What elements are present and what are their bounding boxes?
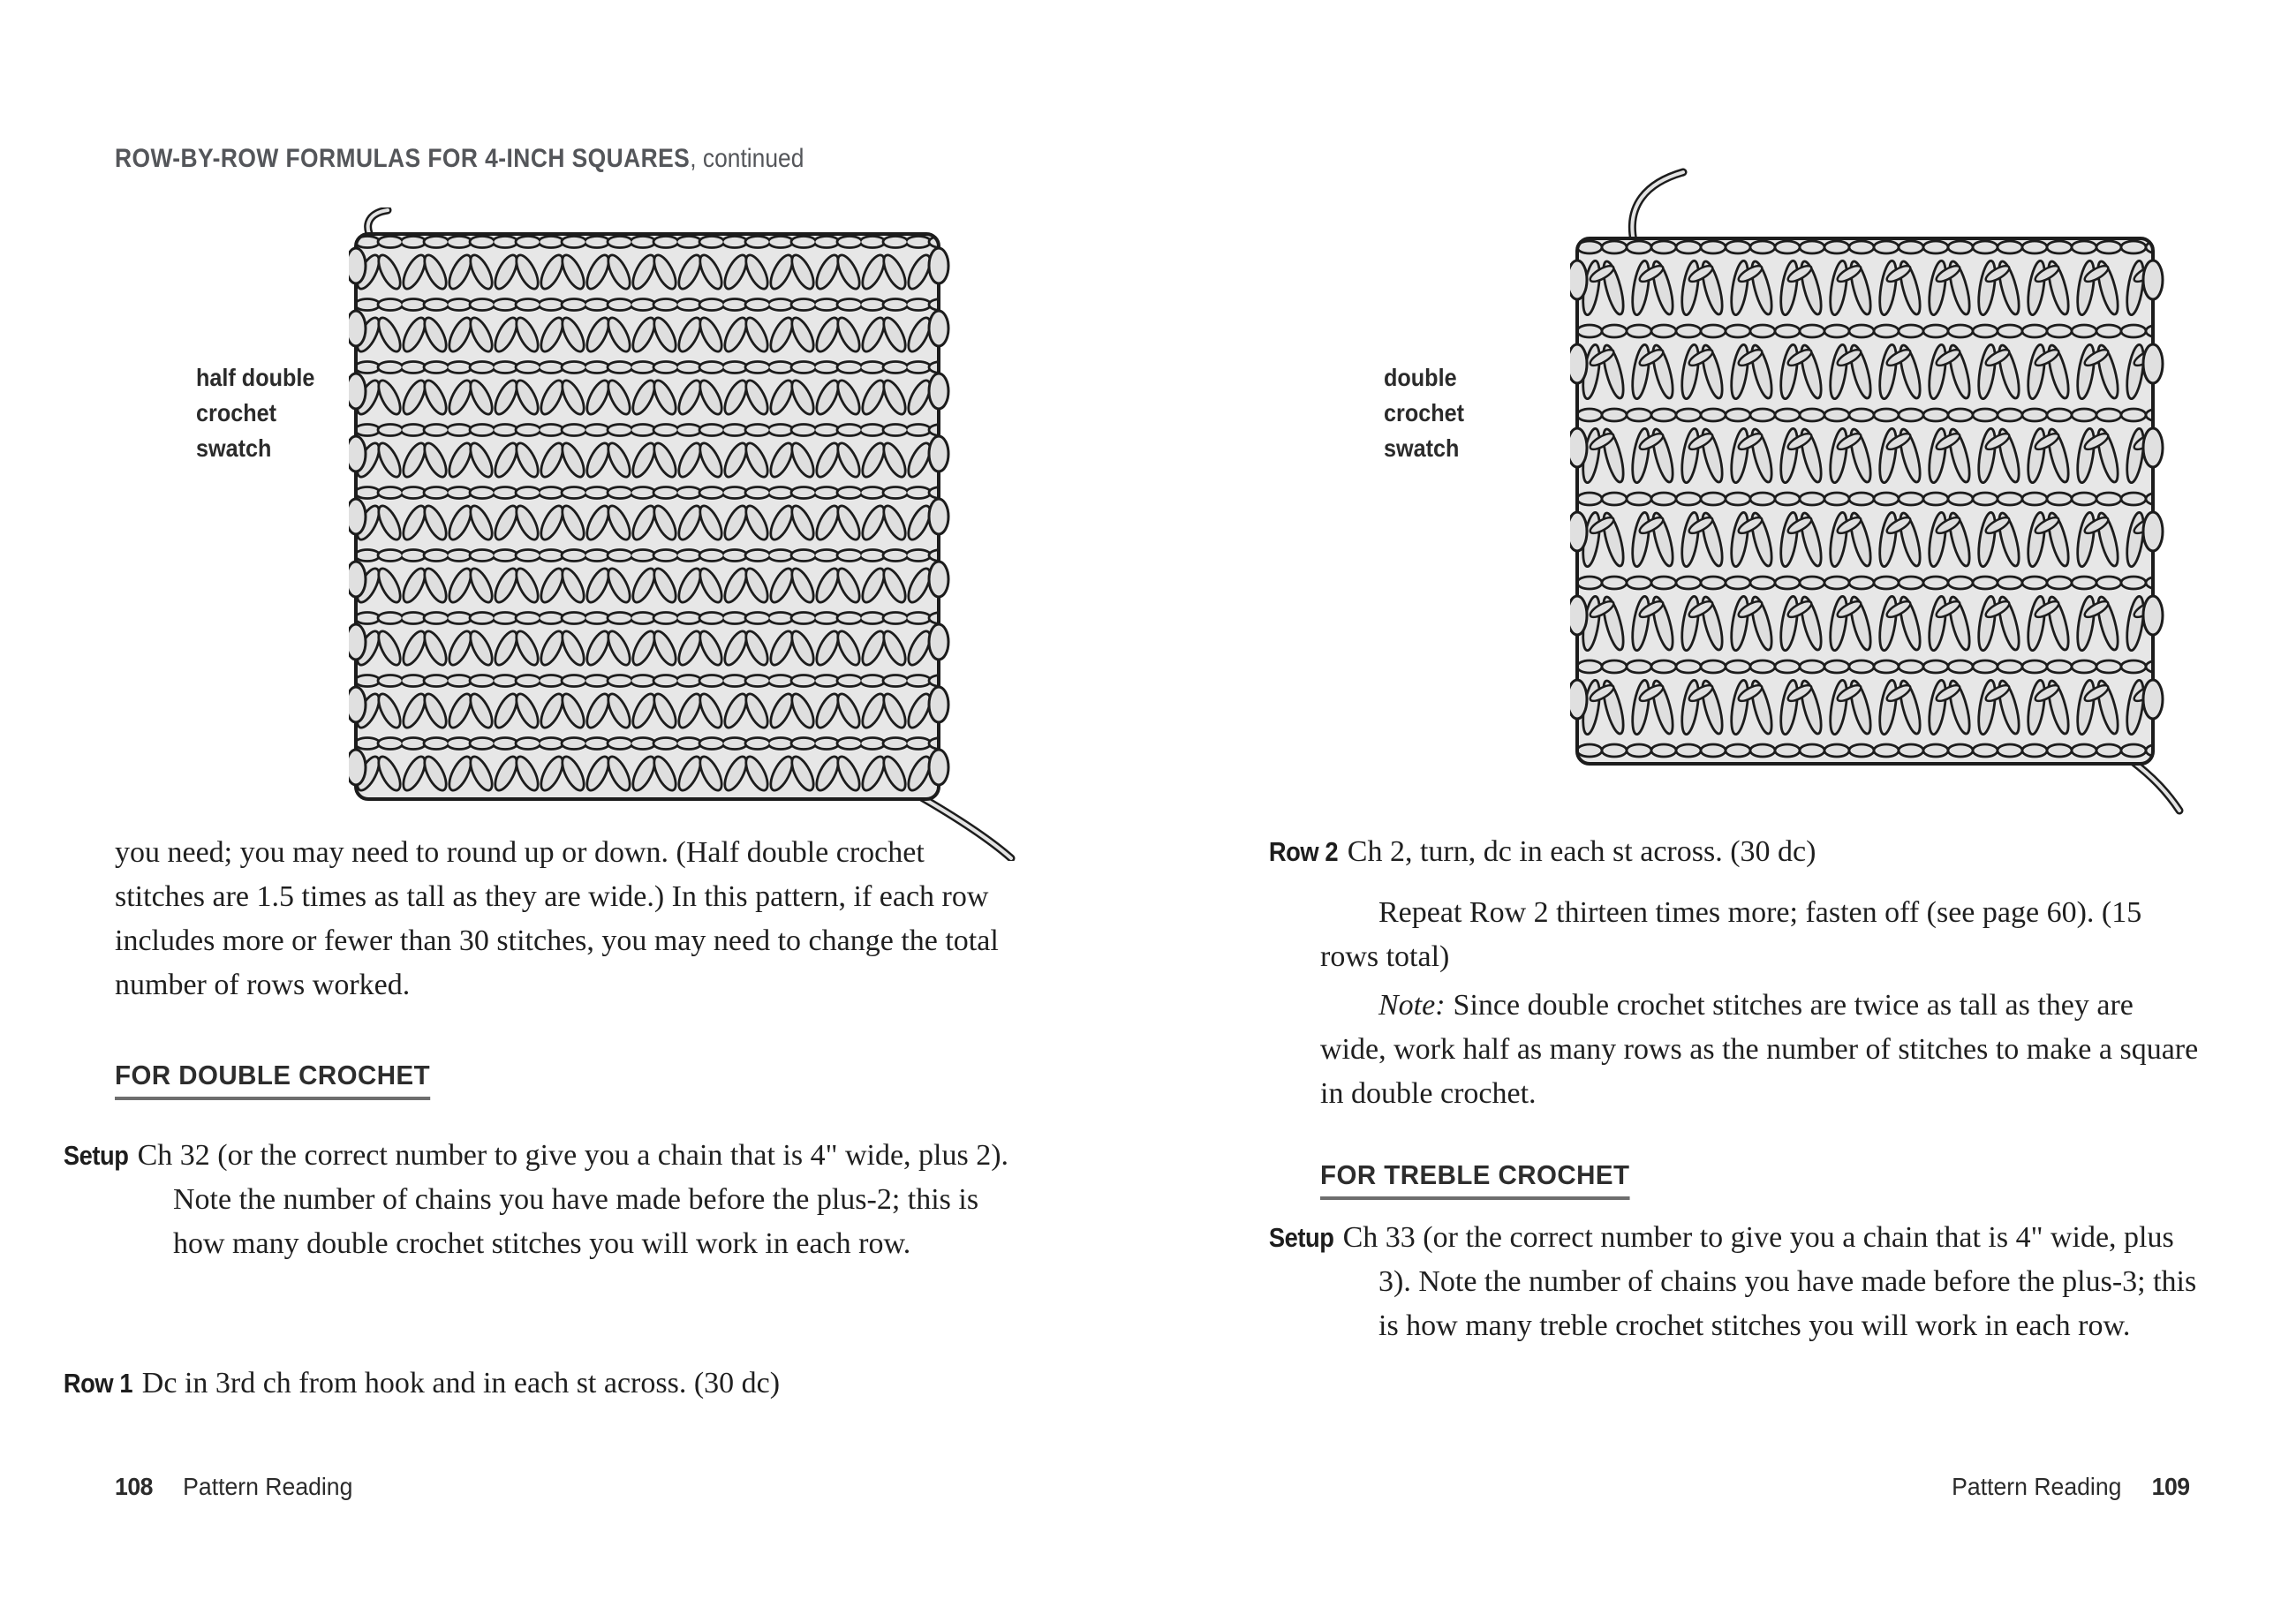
setup-label: Setup xyxy=(1268,1222,1334,1253)
page-number: 109 xyxy=(2152,1473,2190,1500)
row2-label: Row 2 xyxy=(1268,836,1339,867)
repeat-paragraph: Repeat Row 2 thirteen times more; fasten off (see page 60). (15 rows total) xyxy=(1320,896,2142,973)
running-header xyxy=(115,144,804,174)
footer-section-title: Pattern Reading xyxy=(1952,1473,2122,1500)
setup-text: Ch 32 (or the correct number to give you a chain that is 4" wide, plus 2). Note the number of chains you have made before the plus-2; this is how many double crochet stitches you will work in each row. xyxy=(137,1139,1009,1260)
intro-paragraph: you need; you may need to round up or down. (Half double crochet stitches are 1.5 times as tall as they are wide.) In this pattern, if each row includes more or fewer than 30 stitches, you may need to change the total number of rows worked. xyxy=(115,836,999,1001)
double-crochet-swatch-illustration xyxy=(1570,163,2188,821)
setup-paragraph-double-crochet xyxy=(63,1134,1033,1266)
row2-text: Ch 2, turn, dc in each st across. (30 dc) xyxy=(1347,835,1816,868)
swatch-fabric xyxy=(1577,238,2153,764)
swatch-fabric xyxy=(356,234,939,799)
section-heading-double-crochet: FOR DOUBLE CROCHET xyxy=(115,1060,430,1100)
setup-paragraph-treble-crochet xyxy=(1268,1216,2212,1348)
caption-line: half double xyxy=(196,364,315,391)
setup-label: Setup xyxy=(63,1140,129,1171)
running-header-continued: , continued xyxy=(690,144,804,173)
row1-label: Row 1 xyxy=(63,1368,133,1399)
caption-line: swatch xyxy=(1384,434,1460,462)
caption-line: crochet xyxy=(196,399,277,426)
section-heading-treble-crochet: FOR TREBLE CROCHET xyxy=(1320,1160,1629,1200)
setup-text: Ch 33 (or the correct number to give you a chain that is 4" wide, plus 3). Note the number of chains you have made before the plus-3; this is how many treble crochet stitches you will work in each row. xyxy=(1342,1221,2197,1342)
note-paragraph xyxy=(1320,984,2203,1116)
half-double-crochet-swatch-illustration xyxy=(349,207,1016,861)
half-double-crochet-swatch-caption xyxy=(196,360,314,466)
note-text: Since double crochet stitches are twice as tall as they are wide, work half as many rows as the number of stitches to make a square in double crochet. xyxy=(1320,989,2199,1110)
right-page-footer xyxy=(1952,1473,2190,1501)
double-crochet-swatch-caption xyxy=(1384,360,1464,466)
row1-paragraph xyxy=(63,1362,1051,1406)
running-header-title: ROW-BY-ROW FORMULAS FOR 4-INCH SQUARES xyxy=(115,144,691,173)
caption-line: double xyxy=(1384,364,1457,391)
yarn-tail-bottom xyxy=(2131,760,2179,811)
page-number: 108 xyxy=(115,1473,153,1500)
caption-line: swatch xyxy=(196,434,272,462)
row1-text: Dc in 3rd ch from hook and in each st across. (30 dc) xyxy=(141,1367,781,1400)
left-page-footer xyxy=(115,1473,352,1501)
yarn-tail-top xyxy=(1632,172,1683,241)
note-label: Note: xyxy=(1378,989,1446,1022)
footer-section-title: Pattern Reading xyxy=(183,1473,353,1500)
row2-paragraph xyxy=(1268,830,2203,874)
caption-line: crochet xyxy=(1384,399,1465,426)
